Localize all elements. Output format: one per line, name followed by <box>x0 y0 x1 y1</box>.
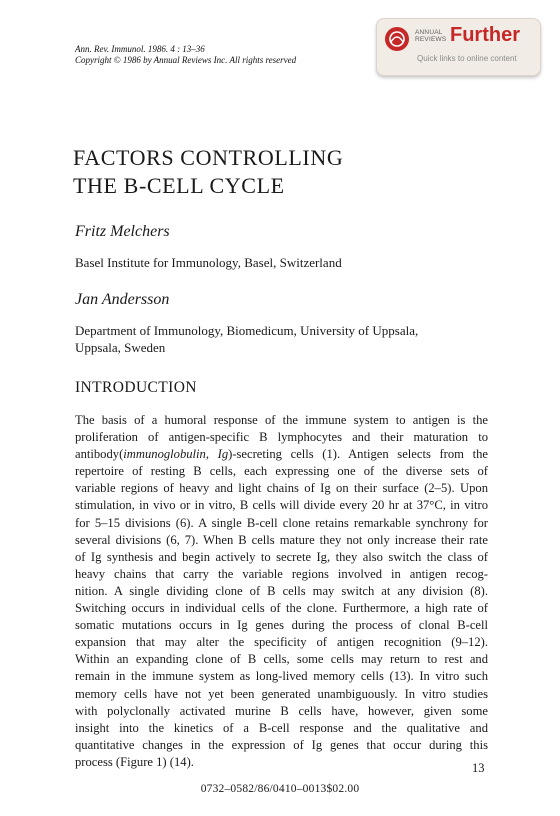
body-line: proliferation of antigen-specific B lymphocytes and their maturation to <box>75 430 488 445</box>
body-line: stimulation, in vivo or in vitro, B cells will divide every 20 hr at 37°C, in vitro <box>75 498 488 513</box>
author-name-2: Jan Andersson <box>75 291 170 308</box>
annual-label: ANNUAL <box>415 29 443 36</box>
body-line: several divisions (6, 7). When B cells mature they not only increase their rate <box>75 532 488 547</box>
body-line: Switching occurs in individual cells of the clone. Furthermore, a high rate of <box>75 601 488 616</box>
italic-term: Ig <box>217 447 229 462</box>
affiliation-line: Department of Immunology, Biomedicum, University of Uppsala, <box>75 323 419 338</box>
body-line: process (Figure 1) (14). <box>75 754 194 769</box>
affiliation-line: Uppsala, Sweden <box>75 340 166 355</box>
paper-title <box>73 144 473 200</box>
further-label: Further <box>450 24 520 46</box>
body-line: Within an expanding clone of B cells, some cells may return to rest and <box>75 652 488 667</box>
annual-reviews-wordmark <box>415 29 446 43</box>
text-run: antibody( <box>75 447 124 462</box>
body-line: variable regions of heavy and light chains of Ig on their surface (2–5). Upon <box>75 481 488 496</box>
further-tagline: Quick links to online content <box>417 54 517 63</box>
page-number: 13 <box>472 761 485 775</box>
further-banner[interactable] <box>376 18 541 76</box>
annual-reviews-logo-icon <box>385 27 409 51</box>
journal-citation: Ann. Rev. Immunol. 1986. 4 : 13–36 <box>75 44 205 54</box>
affiliation-line: Basel Institute for Immunology, Basel, Switzerland <box>75 255 342 270</box>
body-line: insight into the kinetics of a B-cell response and the qualitative and <box>75 720 488 735</box>
body-line: memory cells have not yet been generated unambiguously. In vitro studies <box>75 686 488 701</box>
introduction-body <box>75 412 488 771</box>
author-name-1: Fritz Melchers <box>75 223 170 240</box>
author-affiliation-1 <box>75 254 495 271</box>
title-line-1: FACTORS CONTROLLING <box>73 145 344 170</box>
body-line: quantitative changes in the expression of Ig genes that occur during this <box>75 737 488 752</box>
body-line: nition. A single dividing clone of B cells may switch at any division (8). <box>75 583 488 598</box>
body-line: for 5–15 divisions (6). A single B-cell clone retains remarkable synchrony for <box>75 515 488 530</box>
body-line: somatic mutations occurs in Ig genes during the process of clonal B-cell <box>75 618 488 633</box>
copyright-notice: Copyright © 1986 by Annual Reviews Inc. All rights reserved <box>75 55 297 65</box>
text-run: , <box>205 447 218 462</box>
body-line: The basis of a humoral response of the immune system to antigen is the <box>75 413 488 427</box>
journal-meta <box>75 44 296 66</box>
body-line: remain in the immune system as long-lived memory cells (13). In vitro such <box>75 669 488 684</box>
body-line: of Ig synthesis and begin actively to secrete Ig, they also switch the class of <box>75 549 488 564</box>
body-line: with polyclonally activated murine B cells have, however, given some <box>75 703 488 718</box>
reviews-label: REVIEWS <box>415 36 447 43</box>
body-line: heavy chains that carry the variable regions involved in antigen recog- <box>75 566 488 581</box>
body-line: expansion that may alter the specificity of antigen recognition (9–12). <box>75 635 488 650</box>
body-line: repertoire of resting B cells, each expressing one of the diverse sets of <box>75 464 488 479</box>
title-line-2: THE B-CELL CYCLE <box>73 173 285 198</box>
body-line-italic-terms <box>75 446 488 463</box>
author-affiliation-2 <box>75 322 495 356</box>
section-heading-introduction: INTRODUCTION <box>75 379 197 396</box>
italic-term: immunoglobulin <box>123 447 206 462</box>
text-run: )-secreting cells (1). Antigen selects from the <box>228 447 488 462</box>
article-code: 0732–0582/86/0410–0013$02.00 <box>200 783 360 795</box>
